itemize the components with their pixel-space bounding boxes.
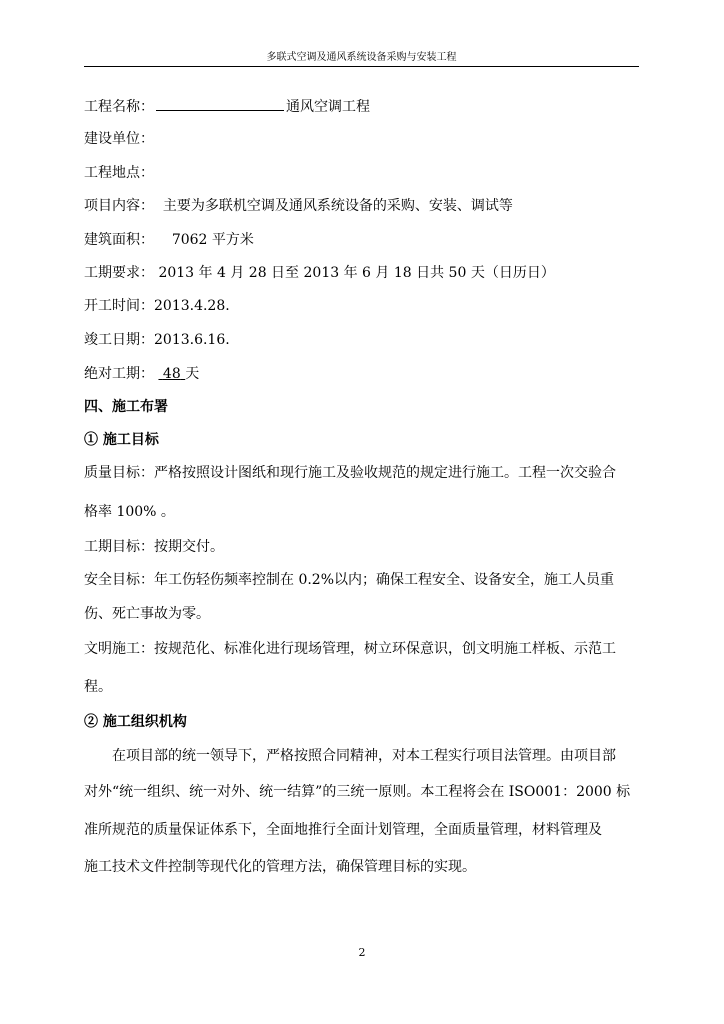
builder-label: 建设单位： [84,131,154,147]
start-label: 开工时间： [84,298,154,314]
absolute-unit: 天 [185,366,200,382]
project-name-value: 通风空调工程 [286,99,370,115]
area-value: 7062 平方米 [171,232,254,248]
period-value: 2013 年 4 月 28 日至 2013 年 6 月 18 日共 50 天（日历日） [158,265,555,281]
org-paragraph-line-4: 施工技术文件控制等现代化的管理方法，确保管理目标的实现。 [84,859,476,875]
location-label: 工程地点： [84,165,154,181]
project-name-line [84,96,644,116]
finish-value: 2013.6.16. [154,332,230,348]
sub1-title: ① 施工目标 [84,432,159,448]
schedule-line: 工期目标：按期交付。 [84,539,224,555]
civil-line-2: 程。 [84,679,112,695]
absolute-label: 绝对工期： [84,366,154,382]
org-paragraph-line-3: 准所规范的质量保证体系下，全面地推行全面计划管理，全面质量管理，材料管理及 [84,822,602,838]
civil-line-1: 文明施工：按规范化、标准化进行现场管理，树立环保意识，创文明施工样板、示范工 [84,641,616,657]
content-line [84,197,644,215]
location-line [84,164,644,182]
finish-label: 竣工日期： [84,332,154,348]
quality-line-1: 质量目标：严格按照设计图纸和现行施工及验收规范的规定进行施工。工程一次交验合 [84,465,616,481]
page-header: 多联式空调及通风系统设备采购与安装工程 [84,50,639,67]
safety-line-2: 伤、死亡事故为零。 [84,606,210,622]
start-line [84,297,644,315]
finish-line [84,331,644,349]
area-line [84,231,644,249]
quality-line-2: 格率 100% 。 [84,504,175,520]
period-label: 工期要求： [84,265,154,281]
start-value: 2013.4.28. [154,298,230,314]
period-line [84,264,644,282]
sub2-title: ② 施工组织机构 [84,714,187,730]
absolute-number: 48 [162,366,181,382]
project-name-label: 工程名称： [84,99,154,115]
section-4-title: 四、施工布署 [84,399,168,415]
area-label: 建筑面积： [84,232,154,248]
content-label: 项目内容： [84,198,154,214]
absolute-line [84,365,644,383]
org-paragraph-line-1: 在项目部的统一领导下，严格按照合同精神，对本工程实行项目法管理。由项目部 [112,748,616,764]
builder-line [84,130,644,148]
absolute-value [158,366,185,382]
content-value: 主要为多联机空调及通风系统设备的采购、安装、调试等 [162,198,513,214]
page-number: 2 [358,946,366,959]
org-paragraph-line-2: 对外“统一组织、统一对外、统一结算”的三统一原则。本工程将会在 ISO001：2000 标 [84,784,631,800]
safety-line-1: 安全目标：年工伤轻伤频率控制在 0.2%以内；确保工程安全、设备安全，施工人员重 [84,572,615,588]
project-name-blank [156,96,284,111]
